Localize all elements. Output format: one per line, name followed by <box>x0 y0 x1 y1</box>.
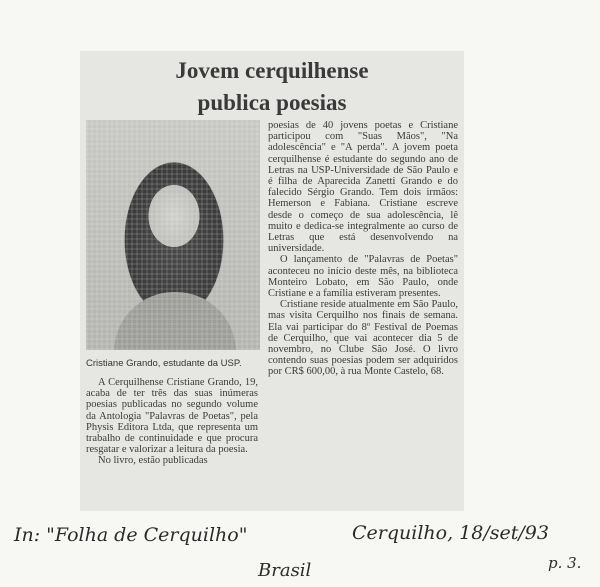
left-paragraph-1: A Cerquilhense Cristiane Grando, 19, acaba de ter três das suas inúmeras poesias publicadas no segundo volume da Antologia "Palavras de Poetas", pela Physis Editora Ltda, que representa um trabalho de continuidade e que procura resgatar e valorizar a leitura da poesia. <box>86 377 258 456</box>
photo-caption: Cristiane Grando, estudante da USP. <box>86 358 242 369</box>
handwritten-place-date: Cerquilho, 18/set/93 <box>352 522 549 544</box>
handwritten-source: In: "Folha de Cerquilho" <box>14 524 248 546</box>
article-column-right <box>268 120 458 378</box>
headline-line-2: publica poesias <box>197 90 347 115</box>
right-paragraph-2: O lançamento de "Palavras de Poetas" aconteceu no início deste mês, na biblioteca Monteiro Lobato, em São Paulo, onde Cristiane e a família estiveram presentes. <box>268 254 458 300</box>
headline-line-1: Jovem cerquilhense <box>175 58 369 83</box>
handwritten-page: p. 3. <box>548 554 582 572</box>
right-paragraph-1: poesias de 40 jovens poetas e Cristiane participou com "Suas Mãos", "Na adolescência" e "A perda". A jovem poeta cerquilhense é estudante do segundo ano de Letras na USP-Universidade de São Paulo e é filha de Aparecida Zanetti Grando e do falecido Sérgio Grando. Tem dois irmãos: Hemerson e Fabiana. Cristiane escreve desde o começo de sua adolescência, lê muito e dedica-se integralmente ao curso de Letras que está desenvolvendo na universidade. <box>268 120 458 255</box>
photo-shoulders <box>114 292 236 350</box>
handwritten-country: Brasil <box>258 560 312 581</box>
portrait-photo <box>86 120 260 350</box>
right-paragraph-3: Cristiane reside atualmente em São Paulo, mas visita Cerquilho nos finais de semana. Ela vai participar do 8º Festival de Poemas de Cerquilho, que vai acontecer dia 5 de novembro, no Clube São José. O livro contendo suas poesias podem ser adquiridos por CR$ 600,00, à rua Monte Castelo, 68. <box>268 299 458 378</box>
left-paragraph-2: No livro, estão publicadas <box>98 455 208 467</box>
article-column-left <box>86 377 258 467</box>
